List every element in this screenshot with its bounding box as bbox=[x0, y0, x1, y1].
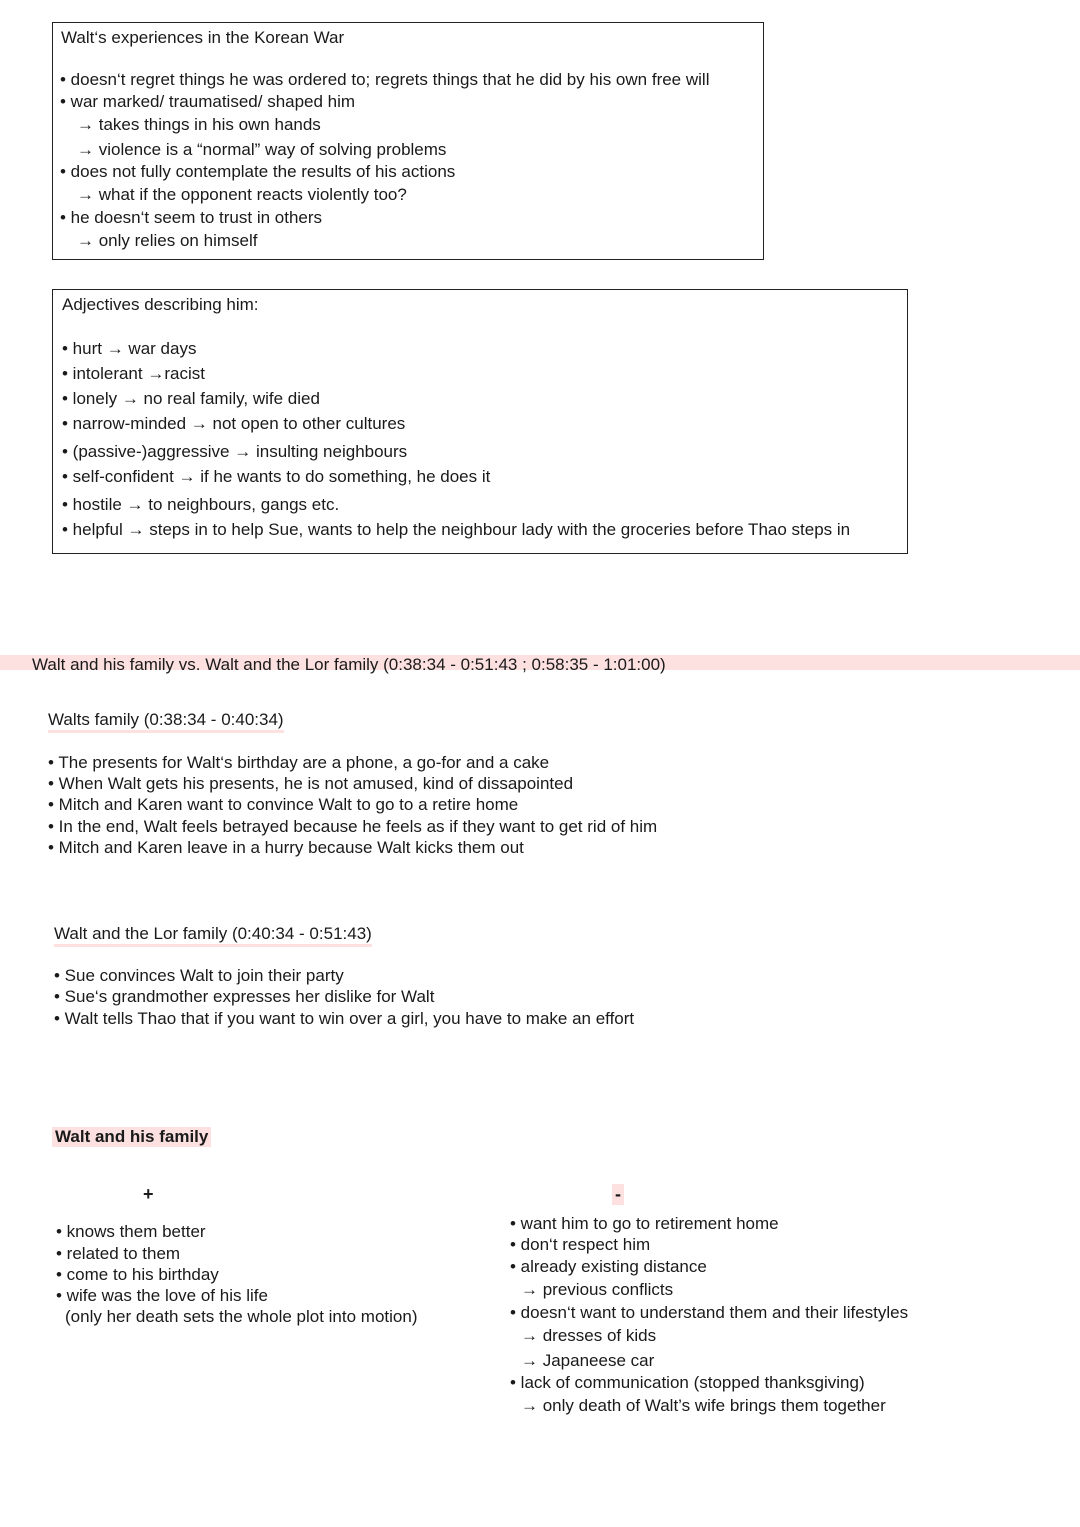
walts-family-line: • Mitch and Karen leave in a hurry because Walt kicks them out bbox=[48, 838, 524, 857]
plus-line: (only her death sets the whole plot into motion) bbox=[65, 1307, 418, 1326]
lor-family-line: • Sue‘s grandmother expresses her dislike for Walt bbox=[54, 987, 435, 1006]
korean-war-line: • war marked/ traumatised/ shaped him bbox=[60, 92, 356, 111]
minus-line: • don‘t respect him bbox=[510, 1235, 651, 1254]
korean-war-line: → takes things in his own hands bbox=[77, 115, 321, 134]
adjectives-line: • self-confident → if he wants to do something, he does it bbox=[62, 467, 491, 486]
minus-line: → only death of Walt’s wife brings them together bbox=[521, 1396, 886, 1415]
walts-family-line: • When Walt gets his presents, he is not amused, kind of dissapointed bbox=[48, 774, 574, 793]
walts-family-line: • In the end, Walt feels betrayed because he feels as if they want to get rid of him bbox=[48, 817, 658, 836]
korean-war-title: Walt‘s experiences in the Korean War bbox=[61, 28, 345, 47]
korean-war-line: • doesn‘t regret things he was ordered to; regrets things that he did by his own free will bbox=[60, 70, 710, 89]
walts-family-line: • The presents for Walt‘s birthday are a phone, a go-for and a cake bbox=[48, 753, 550, 772]
plus-line: • knows them better bbox=[56, 1222, 206, 1241]
plus-sign: + bbox=[143, 1184, 154, 1204]
korean-war-line: → only relies on himself bbox=[77, 231, 258, 250]
family-compare-title: Walt and his family bbox=[52, 1127, 211, 1147]
lor-family-line: • Walt tells Thao that if you want to win over a girl, you have to make an effort bbox=[54, 1009, 635, 1028]
minus-line: • want him to go to retirement home bbox=[510, 1214, 779, 1233]
plus-line: • related to them bbox=[56, 1244, 181, 1263]
minus-sign: - bbox=[612, 1184, 624, 1205]
korean-war-line: • does not fully contemplate the results of his actions bbox=[60, 162, 456, 181]
walts-family-line: • Mitch and Karen want to convince Walt to go to a retire home bbox=[48, 795, 519, 814]
adjectives-line: • hostile → to neighbours, gangs etc. bbox=[62, 495, 340, 514]
minus-line: • already existing distance bbox=[510, 1257, 707, 1276]
plus-line: • come to his birthday bbox=[56, 1265, 219, 1284]
minus-line: • lack of communication (stopped thanksgiving) bbox=[510, 1373, 865, 1392]
korean-war-line: → violence is a “normal” way of solving problems bbox=[77, 140, 447, 159]
plus-line: • wife was the love of his life bbox=[56, 1286, 268, 1305]
adjectives-line: • helpful → steps in to help Sue, wants to help the neighbour lady with the groceries before Thao steps in bbox=[62, 520, 851, 539]
lor-family-title: Walt and the Lor family (0:40:34 - 0:51:43) bbox=[54, 924, 372, 947]
adjectives-line: • (passive-)aggressive → insulting neighbours bbox=[62, 442, 408, 461]
minus-line: • doesn‘t want to understand them and their lifestyles bbox=[510, 1303, 909, 1322]
minus-line: → Japaneese car bbox=[521, 1351, 655, 1370]
adjectives-line: • hurt → war days bbox=[62, 339, 197, 358]
lor-family-line: • Sue convinces Walt to join their party bbox=[54, 966, 344, 985]
minus-line: → dresses of kids bbox=[521, 1326, 657, 1345]
adjectives-line: • lonely → no real family, wife died bbox=[62, 389, 320, 408]
adjectives-title: Adjectives describing him: bbox=[62, 295, 259, 314]
walts-family-title: Walts family (0:38:34 - 0:40:34) bbox=[48, 710, 284, 733]
section-heading: Walt and his family vs. Walt and the Lor family (0:38:34 - 0:51:43 ; 0:58:35 - 1:01:00) bbox=[32, 655, 666, 674]
minus-line: → previous conflicts bbox=[521, 1280, 674, 1299]
adjectives-line: • intolerant →racist bbox=[62, 364, 205, 383]
korean-war-line: • he doesn‘t seem to trust in others bbox=[60, 208, 323, 227]
korean-war-line: → what if the opponent reacts violently too? bbox=[77, 185, 407, 204]
adjectives-line: • narrow-minded → not open to other cultures bbox=[62, 414, 406, 433]
